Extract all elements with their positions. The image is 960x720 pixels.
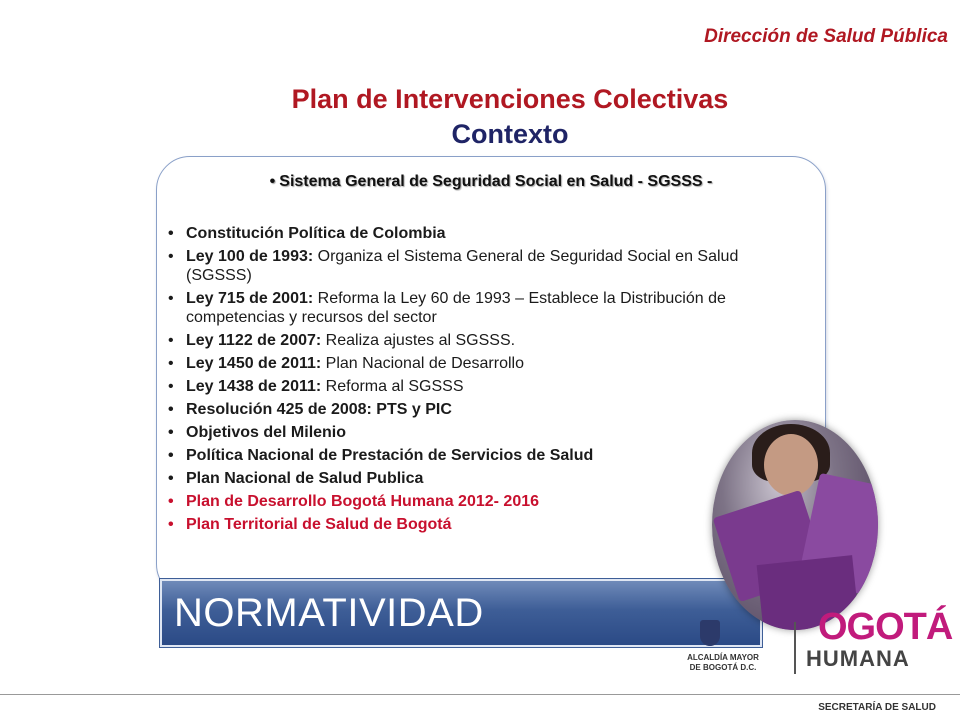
alcaldia-line1: ALCALDÍA MAYOR [687,653,759,662]
item-label: Ley 715 de 2001: [186,290,314,307]
item-text: Reforma la Ley 60 de 1993 – Establece la Distribución de competencias y recursos del sector [186,290,726,326]
bullet-icon: • [168,424,174,441]
list-item [164,492,804,511]
item-label: Objetivos del Milenio [186,424,347,441]
alcaldia-line2: DE BOGOTÁ D.C. [689,663,757,672]
bullet-icon: • [168,378,174,395]
bullet-icon: • [168,225,174,242]
page-subtitle: Contexto [451,119,569,149]
footer-label: SECRETARÍA DE SALUD [818,702,936,713]
item-text: Plan Nacional de Desarrollo [321,355,524,372]
page-title: Plan de Intervenciones Colectivas [291,84,729,114]
list-item [164,400,804,419]
panel-heading [196,173,786,191]
footer-divider [0,694,960,695]
item-label: Ley 1438 de 2011: [186,378,322,395]
bogota-logo-line1: OGOTÁ [818,606,953,648]
bullet-icon: • [168,332,174,349]
item-text: Realiza ajustes al SGSSS. [321,332,516,349]
list-item [164,354,804,373]
alcaldia-logo [668,653,778,673]
item-label: Ley 1122 de 2007: [186,332,322,349]
list-item [164,446,804,465]
bullet-icon: • [269,173,276,190]
list-item [164,515,804,534]
logo-divider [794,622,796,674]
item-label: Constitución Política de Colombia [186,225,446,242]
bullet-icon: • [168,447,174,464]
regulation-list [164,224,804,538]
list-item [164,423,804,442]
list-item [164,247,804,285]
bullet-icon: • [168,401,174,418]
bogota-logo-line2: HUMANA [806,646,910,671]
panel-heading-text: Sistema General de Seguridad Social en Salud - SGSSS - [279,173,713,190]
bullet-icon: • [168,355,174,372]
item-label: Plan Territorial de Salud de Bogotá [186,516,452,533]
list-item [164,289,804,327]
bullet-icon: • [168,248,174,265]
item-label: Plan de Desarrollo Bogotá Humana 2012- 2016 [186,493,540,510]
department-name: Dirección de Salud Pública [704,26,948,47]
bullet-icon: • [168,493,174,510]
banner-label: NORMATIVIDAD [174,591,484,635]
item-text: Organiza el Sistema General de Seguridad Social en Salud (SGSSS) [186,248,739,284]
item-label: Ley 100 de 1993: [186,248,314,265]
list-item [164,377,804,396]
item-label: Resolución 425 de 2008: PTS y PIC [186,401,452,418]
item-label: Plan Nacional de Salud Publica [186,470,424,487]
photo-face-shape [764,434,818,496]
item-label: Política Nacional de Prestación de Servicios de Salud [186,447,594,464]
crest-icon [700,620,720,646]
item-text: Reforma al SGSSS [321,378,464,395]
list-item [164,331,804,350]
section-banner [160,579,762,647]
protest-photo [712,420,878,630]
item-label: Ley 1450 de 2011: [186,355,322,372]
bullet-icon: • [168,290,174,307]
list-item [164,469,804,488]
bullet-icon: • [168,516,174,533]
bullet-icon: • [168,470,174,487]
list-item [164,224,804,243]
